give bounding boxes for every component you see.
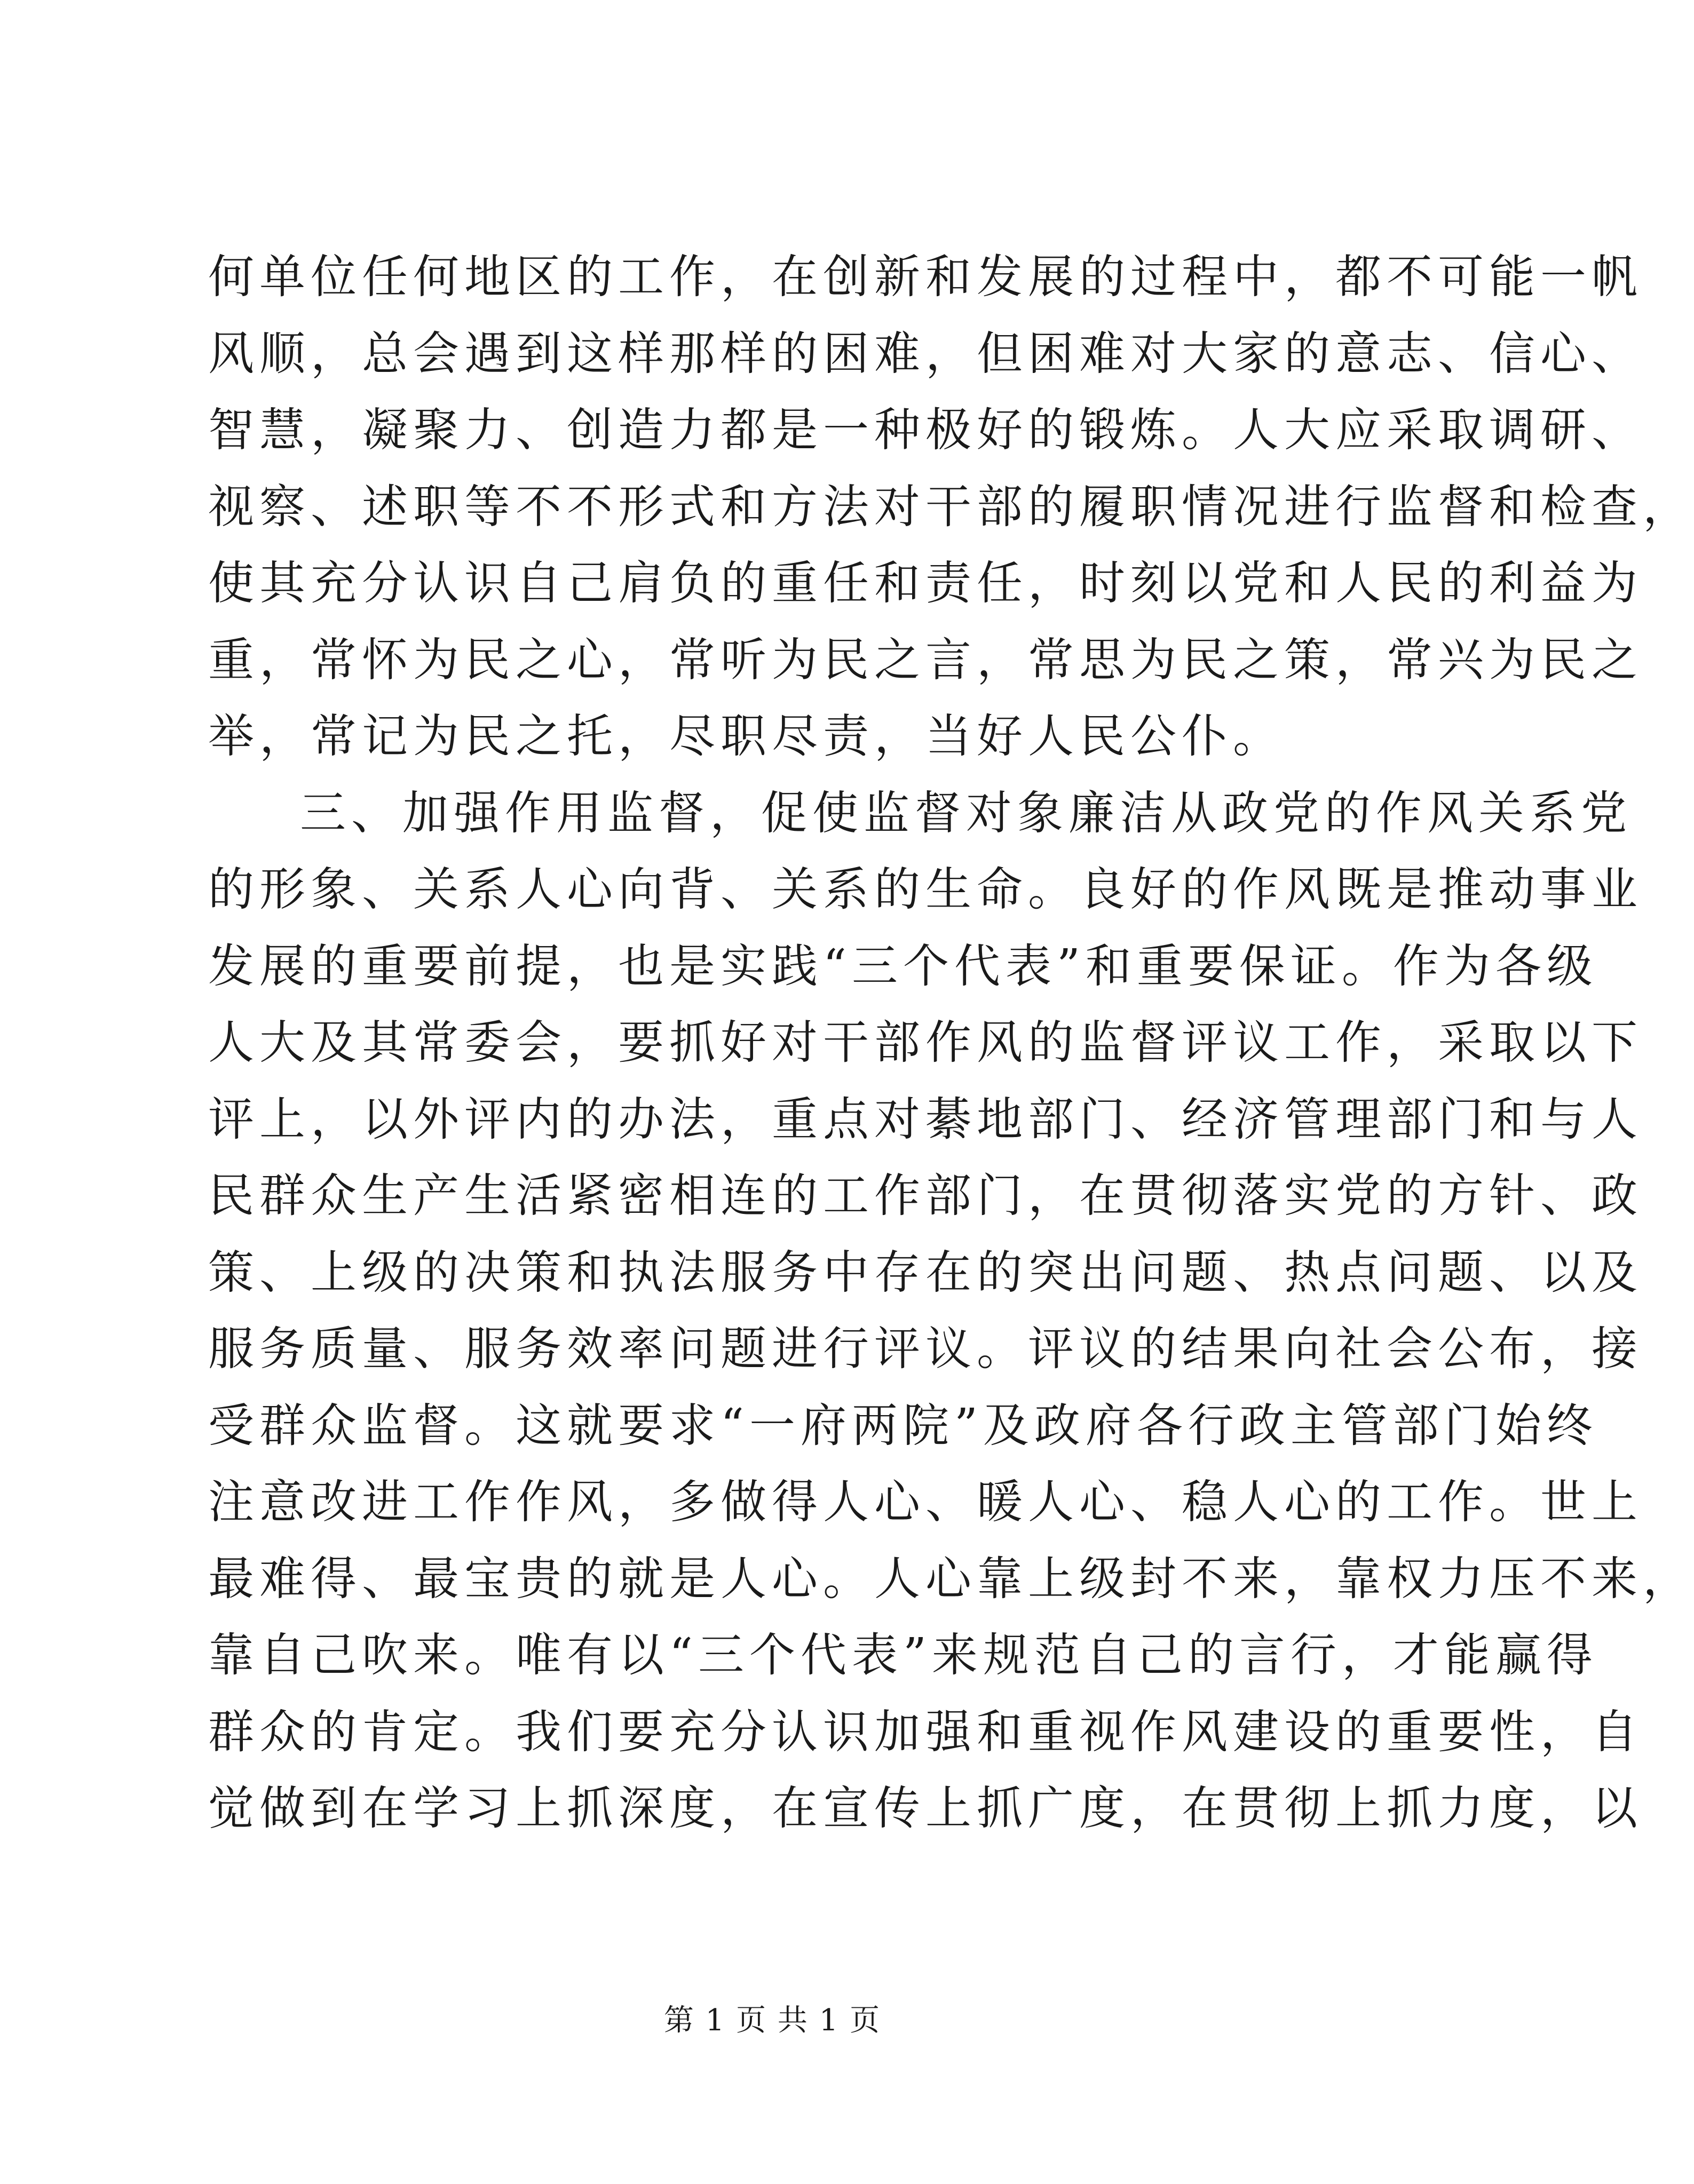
text-line: 人大及其常委会，要抓好对干部作风的监督评议工作，采取以下 (208, 1016, 1643, 1069)
text-line: 群众的肯定。我们要充分认识加强和重视作风建设的重要性，自 (208, 1705, 1643, 1759)
page-footer: 第 1 页 共 1 页 (663, 2003, 881, 2038)
text-line: 重，常怀为民之心，常听为民之言，常思为民之策，常兴为民之 (208, 633, 1643, 687)
text-line: 举，常记为民之托，尽职尽责，当好人民公仆。 (208, 710, 1284, 763)
text-line: 风顺，总会遇到这样那样的困难，但困难对大家的意志、信心、 (208, 327, 1643, 380)
text-line: 何单位任何地区的工作，在创新和发展的过程中，都不可能一帆 (208, 250, 1643, 304)
text-line: 使其充分认识自己肩负的重任和责任，时刻以党和人民的利益为 (208, 557, 1643, 610)
text-line: 觉做到在学习上抓深度，在宣传上抓广度，在贯彻上抓力度，以 (208, 1782, 1643, 1835)
text-line: 受群众监督。这就要求“一府两院”及政府各行政主管部门始终 (208, 1399, 1598, 1452)
text-line: 服务质量、服务效率问题进行评议。评议的结果向社会公布，接 (208, 1322, 1643, 1376)
section-heading-line: 三、加强作用监督，促使监督对象廉洁从政党的作风关系党 (300, 786, 1632, 840)
text-line: 最难得、最宝贵的就是人心。人心靠上级封不来，靠权力压不来， (208, 1552, 1694, 1606)
text-line: 注意改进工作作风，多做得人心、暖人心、稳人心的工作。世上 (208, 1475, 1643, 1529)
text-line: 发展的重要前提，也是实践“三个代表”和重要保证。作为各级 (208, 939, 1598, 993)
text-line: 靠自己吹来。唯有以“三个代表”来规范自己的言行，才能赢得 (208, 1629, 1598, 1682)
body-text (208, 239, 1694, 1847)
text-line: 民群众生产生活紧密相连的工作部门，在贯彻落实党的方针、政 (208, 1169, 1643, 1222)
text-line: 的形象、关系人心向背、关系的生命。良好的作风既是推动事业 (208, 863, 1643, 916)
text-line: 评上，以外评内的办法，重点对綦地部门、经济管理部门和与人 (208, 1092, 1643, 1146)
text-line: 智慧，凝聚力、创造力都是一种极好的锻炼。人大应采取调研、 (208, 403, 1643, 457)
text-line: 策、上级的决策和执法服务中存在的突出问题、热点问题、以及 (208, 1245, 1643, 1299)
text-line: 视察、述职等不不形式和方法对干部的履职情况进行监督和检查， (208, 480, 1694, 534)
